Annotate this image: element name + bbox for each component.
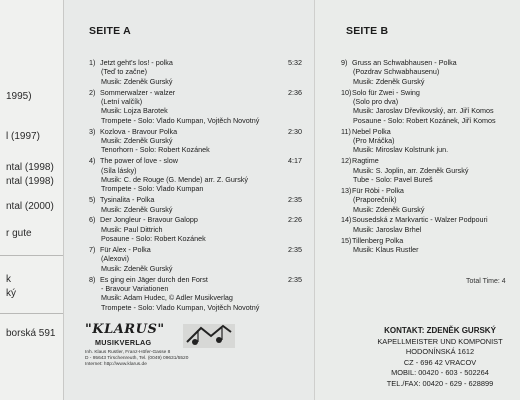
track-item bbox=[89, 127, 210, 155]
music-note-icon bbox=[183, 322, 235, 350]
contact-line: KAPELLMEISTER UND KOMPONIST bbox=[377, 336, 503, 346]
left-fragment: ký bbox=[6, 288, 16, 299]
track-duration: 4:17 bbox=[288, 156, 302, 166]
track-duration: 5:32 bbox=[288, 58, 302, 67]
track-title: Solo für Zwei - Swing bbox=[352, 87, 420, 97]
contact-title: KONTAKT: ZDENĚK GURSKÝ bbox=[384, 326, 496, 335]
track-title: Ragtime bbox=[352, 156, 379, 166]
publisher-logo bbox=[85, 322, 230, 397]
left-fragment: ntal (1998) bbox=[6, 162, 54, 173]
track-detail: Musik: Zdeněk Gurský bbox=[101, 204, 173, 214]
track-number: 9) bbox=[341, 58, 348, 67]
track-duration: 2:35 bbox=[288, 274, 302, 284]
left-fragment: r gute bbox=[6, 228, 32, 239]
track-detail: (Praporečník) bbox=[353, 195, 397, 205]
track-number: 4) bbox=[89, 156, 96, 166]
track-detail: (Solo pro dva) bbox=[353, 97, 399, 106]
track-item bbox=[341, 236, 419, 255]
track-detail: Musik: Zdeněk Gurský bbox=[101, 76, 173, 86]
track-detail: Trompete - Solo: Vlado Kumpan, Vojtěch Novotný bbox=[101, 115, 260, 125]
track-detail: Musik: Paul Dittrich bbox=[101, 224, 163, 234]
track-detail: Musik: Miroslav Kolstrunk jun. bbox=[353, 145, 449, 155]
track-duration: 2:26 bbox=[288, 215, 302, 225]
track-item bbox=[89, 275, 259, 313]
track-detail: Musik: Jaroslav Dřevikovský, arr. Jiří Komos bbox=[353, 106, 494, 116]
track-item bbox=[89, 156, 248, 194]
left-fragment: k bbox=[6, 274, 11, 285]
track-item bbox=[89, 88, 259, 126]
publisher-name: "KLARUS" bbox=[85, 322, 165, 337]
spine-divider bbox=[0, 313, 63, 314]
left-spine-panel bbox=[0, 0, 64, 400]
track-detail: (Letní valčík) bbox=[101, 97, 143, 106]
left-fragment: ntal (2000) bbox=[6, 201, 54, 212]
track-item bbox=[341, 127, 448, 155]
track-title: Jetzt geht's los! - polka bbox=[100, 58, 173, 67]
track-duration: 2:30 bbox=[288, 126, 302, 136]
track-item bbox=[341, 156, 468, 184]
track-detail: (Pozdrav Schwabhausenu) bbox=[353, 67, 440, 77]
left-fragment: l (1997) bbox=[6, 131, 40, 142]
track-title: Sousedská z Markvartic - Walzer Podpouri bbox=[352, 215, 488, 225]
track-number: 1) bbox=[89, 58, 96, 67]
contact-line: CZ - 696 42 VRACOV bbox=[403, 357, 477, 367]
publisher-subtitle: MUSIKVERLAG bbox=[95, 338, 152, 347]
left-fragment: borská 591 bbox=[6, 328, 56, 339]
track-title: Kozlova - Bravour Polka bbox=[100, 126, 178, 136]
track-title: Sommerwalzer - walzer bbox=[100, 87, 176, 97]
track-number: 6) bbox=[89, 215, 96, 225]
track-detail: Musik: S. Joplin, arr. Zdeněk Gurský bbox=[353, 165, 469, 175]
track-title: The power of love - slow bbox=[100, 156, 178, 166]
track-detail: Musik: Adam Hudec, © Adler Musikverlag bbox=[101, 293, 233, 303]
track-duration: 2:35 bbox=[288, 195, 302, 205]
publisher-detail: Internet: http://www.klarus.de bbox=[85, 362, 147, 367]
track-detail: Musik: Zdeněk Gurský bbox=[101, 263, 173, 273]
spine-divider bbox=[0, 255, 63, 256]
track-number: 15) bbox=[341, 235, 352, 245]
track-detail: Trompete - Solo: Vlado Kumpan, Vojtěch Novotný bbox=[101, 302, 260, 312]
track-title: Tysinalita - Polka bbox=[100, 195, 155, 205]
track-number: 7) bbox=[89, 245, 96, 254]
track-number: 2) bbox=[89, 87, 96, 97]
track-duration: 2:35 bbox=[288, 245, 302, 254]
contact-line: MOBIL: 00420 - 603 - 502264 bbox=[391, 368, 489, 378]
left-fragment: ntal (1998) bbox=[6, 176, 54, 187]
track-item bbox=[341, 215, 488, 234]
track-number: 12) bbox=[341, 156, 352, 166]
track-duration: 2:36 bbox=[288, 87, 302, 97]
track-detail: Posaune - Solo: Robert Kozánek bbox=[101, 234, 206, 244]
track-detail: (Alexovi) bbox=[101, 254, 129, 264]
track-number: 13) bbox=[341, 185, 352, 195]
track-title: Tillenberg Polka bbox=[352, 235, 404, 245]
track-item bbox=[89, 195, 173, 214]
track-detail: - Bravour Variationen bbox=[101, 284, 169, 293]
left-fragment: 1995) bbox=[6, 91, 32, 102]
contact-block bbox=[360, 326, 520, 390]
track-item bbox=[89, 215, 206, 243]
track-number: 11) bbox=[341, 126, 351, 136]
track-title: Nebel Polka bbox=[352, 126, 391, 136]
track-detail: (Teď to začne) bbox=[101, 67, 147, 77]
contact-line: HODONÍNSKÁ 1612 bbox=[405, 347, 475, 357]
track-item bbox=[341, 88, 496, 126]
publisher-detail: D - 95643 Tirschenreuth, Tel. (0049) 09631/5520 bbox=[85, 356, 189, 361]
track-detail: Musik: C. de Rouge (G. Mende) arr. Z. Gurský bbox=[101, 175, 248, 184]
track-detail: Musik: Zdeněk Gurský bbox=[353, 76, 425, 86]
side-a-heading: SEITE A bbox=[89, 25, 131, 37]
track-title: Es ging ein Jäger durch den Forst bbox=[100, 274, 208, 284]
track-number: 10) bbox=[341, 87, 352, 97]
track-title: Der Jongleur - Bravour Galopp bbox=[100, 215, 198, 225]
track-detail: Musik: Lojza Barotek bbox=[101, 106, 168, 116]
side-b-heading: SEITE B bbox=[346, 25, 389, 37]
track-number: 8) bbox=[89, 274, 96, 284]
track-title: Gruss an Schwabhausen - Polka bbox=[352, 58, 457, 67]
track-number: 3) bbox=[89, 126, 96, 136]
track-detail: Tenorhorn - Solo: Robert Kozánek bbox=[101, 145, 210, 155]
track-item bbox=[341, 58, 457, 86]
track-item bbox=[89, 245, 173, 273]
track-detail: Musik: Klaus Rustler bbox=[353, 245, 419, 254]
publisher-detail: Inh. Klaus Rustler, Franz-Höfer-Gasse 8 bbox=[85, 350, 171, 355]
total-time: Total Time: 4 bbox=[466, 278, 506, 285]
track-detail: (Síla lásky) bbox=[101, 165, 137, 175]
contact-line: TEL./FAX: 00420 - 629 - 628899 bbox=[386, 378, 494, 388]
track-detail: Musik: Jaroslav Brhel bbox=[353, 224, 422, 234]
track-item bbox=[341, 186, 425, 214]
track-title: Für Röbi - Polka bbox=[352, 185, 404, 195]
track-detail: Musik: Zdeněk Gurský bbox=[353, 204, 425, 214]
track-title: Für Alex - Polka bbox=[100, 245, 151, 254]
track-number: 5) bbox=[89, 195, 96, 205]
track-detail: Tube - Solo: Pavel Bureš bbox=[353, 175, 433, 184]
track-detail: (Pro Mráčka) bbox=[353, 136, 395, 145]
track-item bbox=[89, 58, 173, 86]
track-detail: Musik: Zdeněk Gurský bbox=[101, 136, 173, 145]
track-number: 14) bbox=[341, 215, 352, 225]
track-detail: Posaune - Solo: Robert Kozánek, Jiří Komos bbox=[353, 115, 496, 125]
track-detail: Trompete - Solo: Vlado Kumpan bbox=[101, 184, 204, 194]
